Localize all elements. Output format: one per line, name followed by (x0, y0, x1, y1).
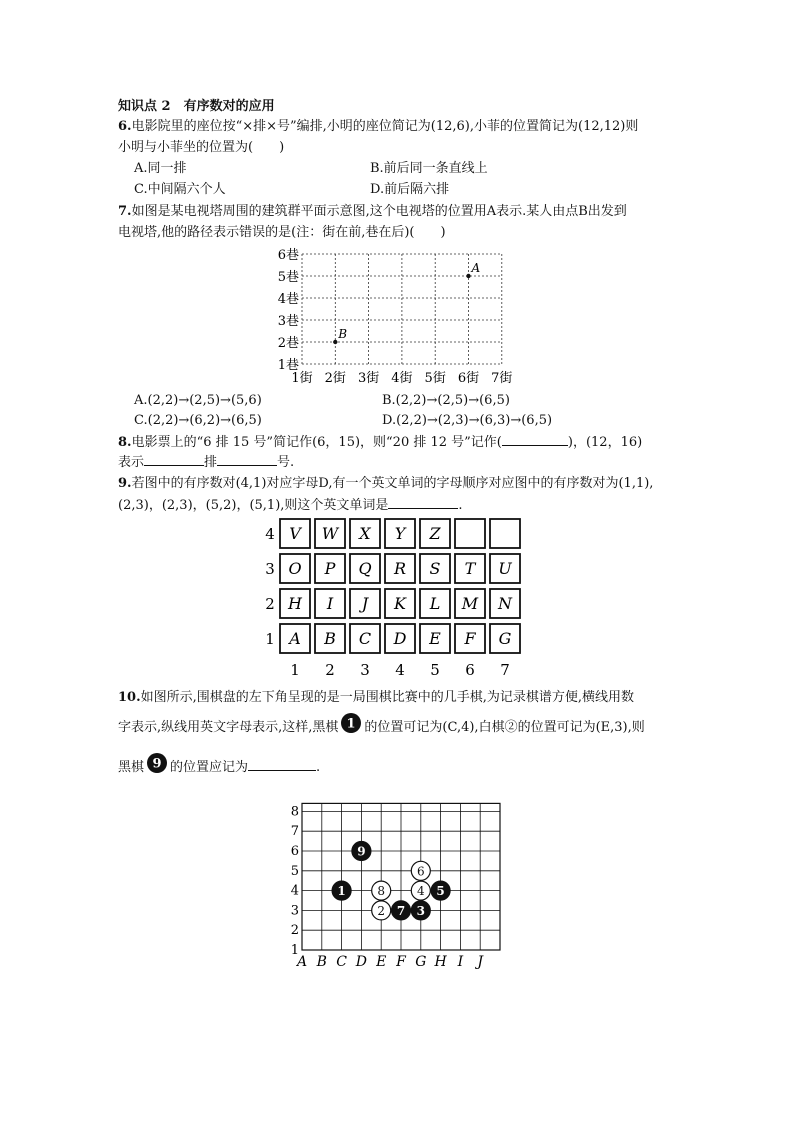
stone-label-9: 9 (357, 844, 366, 859)
q7-option-b[interactable]: B.(2,2)→(2,5)→(6,5) (382, 393, 510, 408)
q7-col-label: 3街 (357, 371, 380, 386)
q7-street-grid (270, 238, 530, 388)
q8-answer-blank-3[interactable] (217, 453, 277, 466)
q9-letter: W (321, 524, 339, 543)
q10-row-label: 2 (290, 923, 299, 939)
q10-row-label: 1 (290, 943, 299, 958)
inline-black-stone-1-icon (340, 712, 362, 734)
q7-col-label: 7街 (491, 371, 513, 386)
q9-letter: Q (358, 559, 372, 578)
q7-point-label-a: A (471, 261, 481, 275)
q9-col-label: 7 (500, 661, 510, 677)
q10-col-label: A (296, 954, 308, 970)
q9-number: 9. (118, 476, 132, 491)
q6-option-c[interactable]: C.中间隔六个人 (134, 182, 226, 197)
q9-letter: P (324, 559, 336, 578)
q10-col-label: C (336, 954, 347, 970)
q10-number: 10. (118, 690, 141, 705)
q10-answer-blank[interactable] (248, 758, 316, 771)
q10-row-label: 3 (290, 903, 299, 919)
stone-label-5: 5 (436, 884, 445, 899)
q7-row-label: 5巷 (277, 270, 299, 285)
q6-number: 6. (118, 119, 132, 134)
q9-letter: S (429, 559, 441, 578)
q7-line1: 7.如图是某电视塔周围的建筑群平面示意图,这个电视塔的位置用A表示.某人由点B出发到 (118, 204, 627, 219)
q7-point-a (466, 274, 470, 278)
q7-option-c[interactable]: C.(2,2)→(6,2)→(6,5) (134, 413, 262, 428)
q9-col-label: 6 (465, 661, 475, 677)
q7-col-label: 2街 (324, 371, 346, 386)
q7-point-b (333, 340, 337, 344)
q10-col-label: B (316, 954, 327, 970)
section-title: 知识点 2 有序数对的应用 (118, 99, 275, 114)
q9-col-label: 4 (395, 661, 405, 677)
q9-letter: G (498, 629, 512, 648)
q10-row-label: 8 (290, 804, 299, 820)
stone-label-1: 1 (337, 884, 346, 899)
q9-letter: K (394, 594, 406, 613)
q9-col-label: 1 (290, 661, 300, 677)
q9-letter-grid (258, 515, 530, 677)
q9-letter: V (289, 524, 301, 543)
q10-row-label: 7 (290, 824, 299, 840)
q8-answer-blank-2[interactable] (144, 453, 204, 466)
q10-col-label: D (355, 954, 368, 970)
q7-row-label: 6巷 (277, 248, 299, 263)
stone-label-6: 6 (416, 864, 425, 879)
q9-col-label: 5 (430, 661, 440, 677)
q7-option-a[interactable]: A.(2,2)→(2,5)→(5,6) (134, 393, 262, 408)
q9-letter: E (429, 629, 441, 648)
q9-letter: D (393, 629, 407, 648)
q7-row-label: 1巷 (277, 358, 299, 373)
q10-line2: 字表示,纵线用英文字母表示,这样,黑棋 1 的位置可记为(C,4),白棋②的位置可记为(E,3),则 (118, 712, 645, 742)
q8-line2: 表示 排 号. (118, 455, 295, 470)
q7-row-label: 3巷 (277, 314, 299, 329)
q9-letter: Y (394, 524, 406, 543)
stone-label-7: 7 (396, 903, 406, 918)
inline-black-stone-9-icon (146, 752, 168, 774)
q9-letter: H (288, 594, 302, 613)
q9-letter: L (429, 594, 441, 613)
q9-letter: M (461, 594, 479, 613)
q7-line2: 电视塔,他的路径表示错误的是(注：街在前,巷在后)( ) (118, 225, 446, 240)
q10-col-label: E (376, 954, 387, 970)
q7-row-label: 4巷 (277, 292, 299, 307)
q7-col-label: 5街 (424, 371, 446, 386)
inline-black-stone-9-label: 9 (152, 756, 162, 772)
q10-row-label: 6 (290, 844, 299, 859)
q9-letter: B (324, 629, 336, 648)
q9-letter: T (464, 559, 476, 578)
q9-letter-box (455, 519, 485, 548)
q9-letter: I (326, 594, 334, 613)
q9-letter: U (498, 559, 512, 578)
q9-letter: N (498, 594, 512, 613)
stone-label-8: 8 (377, 884, 386, 899)
q7-point-label-b: B (338, 327, 348, 341)
q7-number: 7. (118, 204, 132, 219)
q9-letter: Z (429, 524, 441, 543)
q10-col-label: I (457, 954, 464, 970)
q9-letter: C (358, 629, 372, 648)
q9-letter: J (361, 594, 369, 613)
q9-answer-blank[interactable] (388, 496, 458, 509)
q9-col-label: 3 (360, 661, 370, 677)
q10-col-label: F (396, 954, 406, 970)
q8-line1: 8.电影票上的“6 排 15 号”简记作(6，15)，则“20 排 12 号”记作( )，(12，16) (118, 435, 643, 450)
q6-line1: 6.电影院里的座位按“×排×号”编排,小明的座位简记为(12,6),小菲的位置简记为(12,12)则 (118, 119, 639, 134)
q6-option-a[interactable]: A.同一排 (134, 161, 187, 176)
q9-letter: R (393, 559, 407, 578)
q8-answer-blank-1[interactable] (502, 433, 568, 446)
q10-line1: 10.如图所示,围棋盘的左下角呈现的是一局围棋比赛中的几手棋,为记录棋谱方便,横线用数 (118, 690, 635, 705)
q10-line3: 黑棋 9 的位置应记为 . (118, 752, 320, 782)
stone-label-3: 3 (416, 903, 425, 918)
q9-row-label: 3 (265, 560, 275, 578)
q6-line2: 小明与小菲坐的位置为( ) (118, 140, 285, 155)
q10-col-label: G (415, 954, 427, 970)
inline-black-stone-1-label: 1 (346, 716, 356, 732)
q9-line1: 9.若图中的有序数对(4,1)对应字母D,有一个英文单词的字母顺序对应图中的有序数对为(1,1), (118, 476, 654, 491)
q9-row-label: 4 (265, 525, 275, 543)
q7-row-label: 2巷 (277, 336, 299, 351)
q9-letter: O (288, 559, 302, 578)
q9-col-label: 2 (325, 661, 335, 677)
q7-col-label: 1街 (291, 371, 313, 386)
q9-letter: X (359, 524, 371, 543)
q9-letter: A (289, 629, 301, 648)
q8-number: 8. (118, 435, 132, 450)
q9-letter-box (490, 519, 520, 548)
q7-col-label: 6街 (457, 371, 480, 386)
q10-col-label: J (477, 954, 484, 970)
q10-row-label: 4 (290, 883, 299, 899)
q6-option-b[interactable]: B.前后同一条直线上 (370, 161, 488, 176)
q7-col-label: 4街 (391, 371, 413, 386)
q9-line2: (2,3)，(2,3)，(5,2)，(5,1),则这个英文单词是 . (118, 498, 463, 513)
q9-row-label: 2 (265, 595, 275, 613)
q10-col-label: H (434, 954, 447, 970)
q7-option-d[interactable]: D.(2,2)→(2,3)→(6,3)→(6,5) (382, 413, 553, 428)
q6-option-d[interactable]: D.前后隔六排 (370, 182, 450, 197)
q10-go-board (282, 786, 507, 972)
stone-label-4: 4 (416, 884, 425, 899)
q10-row-label: 5 (290, 863, 299, 879)
stone-label-2: 2 (377, 903, 386, 918)
q9-row-label: 1 (265, 630, 275, 648)
q9-letter: F (464, 629, 476, 648)
